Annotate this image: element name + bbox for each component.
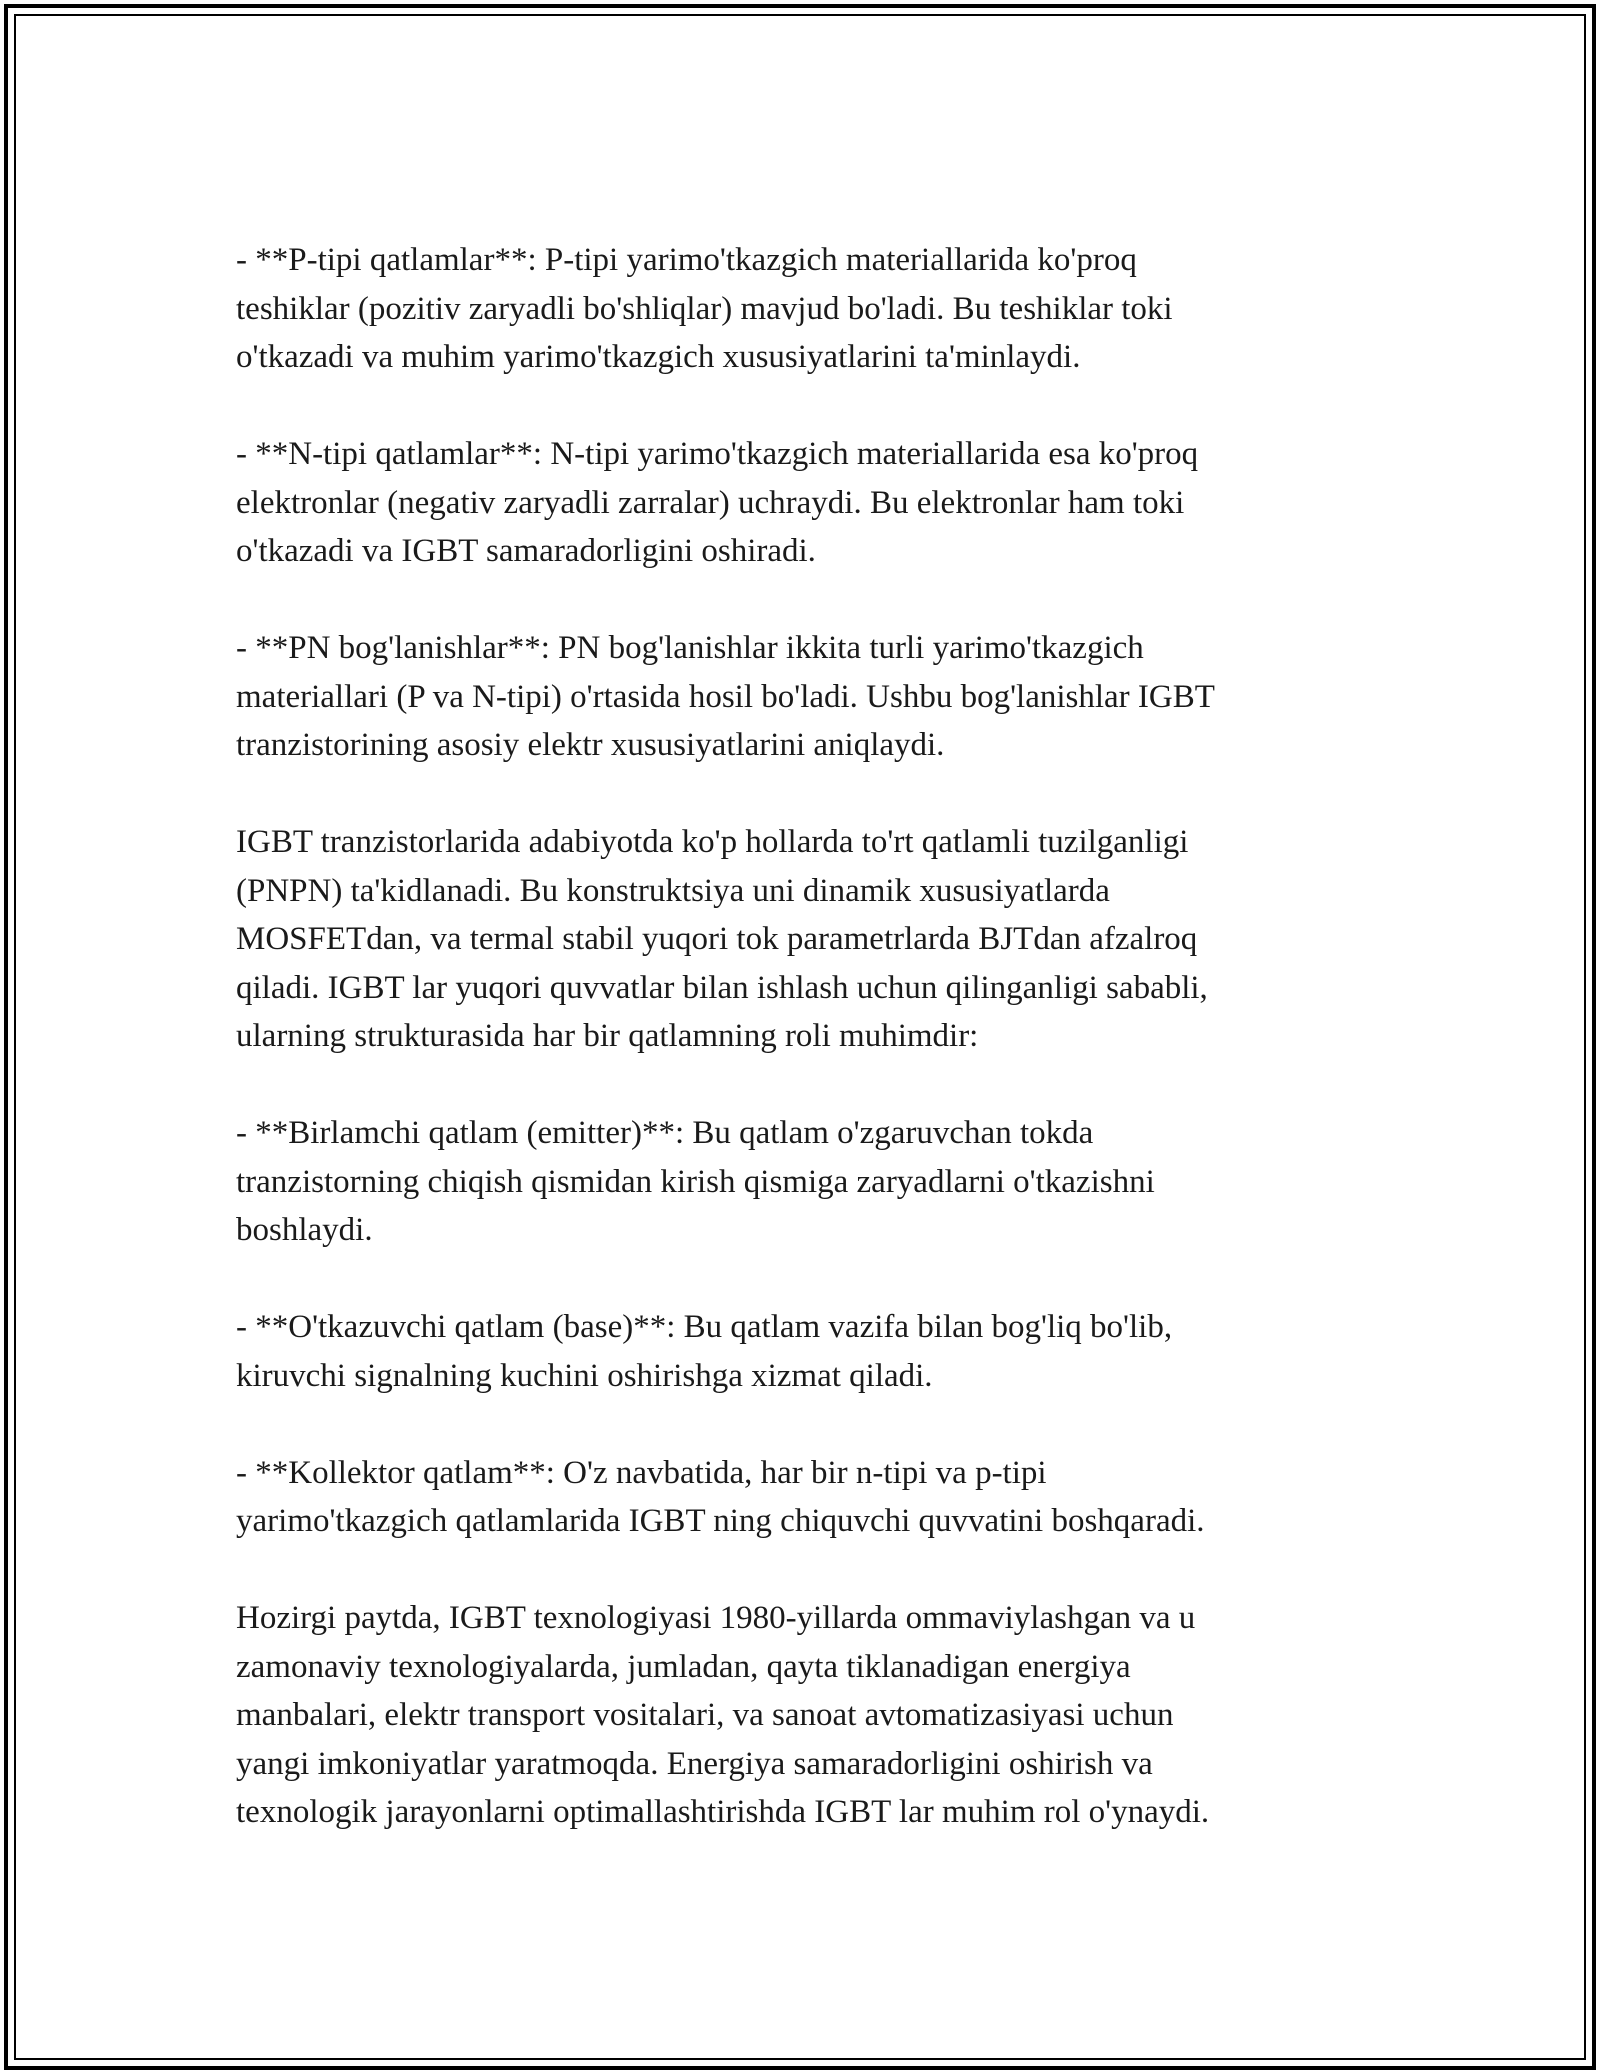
text-line: IGBT tranzistorlarida adabiyotda ko'p hollarda to'rt qatlamli tuzilganligi: [236, 824, 1189, 860]
paragraph-igbt-today: [236, 1594, 1376, 1837]
text-line: kiruvchi signalning kuchini oshirishga xizmat qiladi.: [236, 1357, 933, 1394]
text-line: - **O'tkazuvchi qatlam (base)**: Bu qatlam vazifa bilan bog'liq bo'lib,: [236, 1309, 1173, 1345]
text-line: zamonaviy texnologiyalarda, jumladan, qayta tiklanadigan energiya: [236, 1648, 1131, 1685]
text-line: MOSFETdan, va termal stabil yuqori tok parametrlarda BJTdan afzalroq: [236, 921, 1198, 957]
text-line: tranzistorining asosiy elektr xususiyatlarini aniqlaydi.: [236, 727, 945, 763]
text-line: boshlaydi.: [236, 1212, 373, 1248]
text-line: - **P-tipi qatlamlar**: P-tipi yarimo'tkazgich materiallarida ko'proq: [236, 242, 1137, 278]
paragraph-igbt-structure: [236, 818, 1376, 1061]
text-line: - **Birlamchi qatlam (emitter)**: Bu qatlam o'zgaruvchan tokda: [236, 1115, 1094, 1151]
text-line: texnologik jarayonlarni optimallashtirishda IGBT lar muhim rol o'ynaydi.: [236, 1794, 1210, 1830]
text-line: ularning strukturasida har bir qatlamning roli muhimdir:: [236, 1018, 979, 1054]
text-line: yangi imkoniyatlar yaratmoqda. Energiya samaradorligini oshirish va: [236, 1745, 1153, 1782]
paragraph-emitter-layer: [236, 1109, 1376, 1255]
text-line: yarimo'tkazgich qatlamlarida IGBT ning chiquvchi quvvatini boshqaradi.: [236, 1503, 1205, 1539]
text-line: - **Kollektor qatlam**: O'z navbatida, har bir n-tipi va p-tipi: [236, 1454, 1047, 1491]
text-line: manbalari, elektr transport vositalari, va sanoat avtomatizasiyasi uchun: [236, 1697, 1174, 1733]
paragraph-collector-layer: [236, 1449, 1376, 1546]
text-line: teshiklar (pozitiv zaryadli bo'shliqlar) mavjud bo'ladi. Bu teshiklar toki: [236, 290, 1173, 327]
paragraph-p-type-layers: [236, 236, 1376, 382]
text-line: o'tkazadi va IGBT samaradorligini oshiradi.: [236, 533, 816, 569]
text-line: - **N-tipi qatlamlar**: N-tipi yarimo'tkazgich materiallarida esa ko'proq: [236, 436, 1199, 472]
text-line: o'tkazadi va muhim yarimo'tkazgich xususiyatlarini ta'minlaydi.: [236, 339, 1081, 375]
text-line: elektronlar (negativ zaryadli zarralar) uchraydi. Bu elektronlar ham toki: [236, 484, 1185, 521]
text-line: qiladi. IGBT lar yuqori quvvatlar bilan ishlash uchun qilinganligi sababli,: [236, 969, 1208, 1006]
text-line: (PNPN) ta'kidlanadi. Bu konstruktsiya uni dinamik xususiyatlarda: [236, 872, 1110, 909]
paragraph-pn-junctions: [236, 624, 1376, 770]
text-line: Hozirgi paytda, IGBT texnologiyasi 1980-yillarda ommaviylashgan va u: [236, 1600, 1196, 1636]
text-line: - **PN bog'lanishlar**: PN bog'lanishlar ikkita turli yarimo'tkazgich: [236, 630, 1144, 666]
text-line: materiallari (P va N-tipi) o'rtasida hosil bo'ladi. Ushbu bog'lanishlar IGBT: [236, 678, 1215, 715]
text-line: tranzistorning chiqish qismidan kirish qismiga zaryadlarni o'tkazishni: [236, 1163, 1155, 1200]
document-body: [236, 236, 1376, 1885]
paragraph-base-layer: [236, 1303, 1376, 1400]
paragraph-n-type-layers: [236, 430, 1376, 576]
